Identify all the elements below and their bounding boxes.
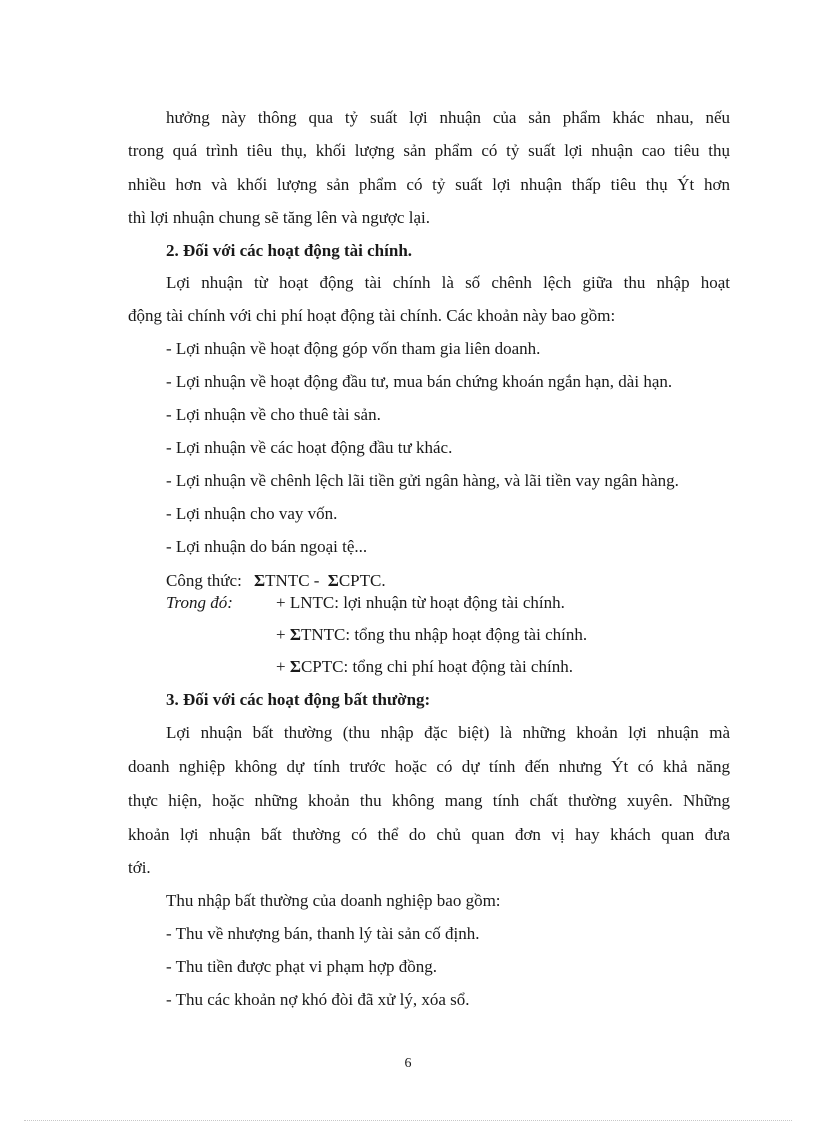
list-item: - Thu về nhượng bán, thanh lý tài sản cố định. bbox=[166, 924, 480, 943]
list-item: - Lợi nhuận về các hoạt động đầu tư khác. bbox=[166, 438, 453, 457]
formula-term: TNTC - bbox=[265, 571, 320, 590]
paragraph-line: trong quá trình tiêu thụ, khối lượng sản phẩm có tỷ suất lợi nhuận cao tiêu thụ bbox=[128, 141, 730, 160]
list-item: - Lợi nhuận do bán ngoại tệ... bbox=[166, 537, 368, 556]
paragraph-line: tới. bbox=[128, 858, 151, 877]
paragraph-line: doanh nghiệp không dự tính trước hoặc có dự tính đến nhưng Ýt có khả năng bbox=[128, 757, 730, 776]
where-prefix: + bbox=[276, 625, 290, 644]
sigma-symbol: Σ bbox=[327, 571, 339, 590]
list-item: - Lợi nhuận về chênh lệch lãi tiền gửi ngân hàng, và lãi tiền vay ngân hàng. bbox=[166, 471, 679, 490]
paragraph-line: hưởng này thông qua tỷ suất lợi nhuận của sản phẩm khác nhau, nếu bbox=[166, 108, 730, 127]
where-text: CPTC: tổng chi phí hoạt động tài chính. bbox=[300, 657, 573, 676]
paragraph-line: thực hiện, hoặc những khoản thu không mang tính chất thường xuyên. Những bbox=[128, 791, 730, 810]
paragraph-line: động tài chính với chi phí hoạt động tài chính. Các khoản này bao gồm: bbox=[128, 306, 616, 325]
where-text: LNTC: lợi nhuận từ hoạt động tài chính. bbox=[289, 593, 565, 612]
list-item: - Lợi nhuận về hoạt động góp vốn tham gia liên doanh. bbox=[166, 339, 541, 358]
list-item: - Thu tiền được phạt vi phạm hợp đồng. bbox=[166, 957, 437, 976]
paragraph-line: Lợi nhuận bất thường (thu nhập đặc biệt) là những khoản lợi nhuận mà bbox=[166, 723, 730, 742]
page-divider bbox=[24, 1120, 792, 1121]
paragraph-line: khoản lợi nhuận bất thường có thể do chủ quan đơn vị hay khách quan đưa bbox=[128, 825, 730, 844]
formula-label: Công thức: bbox=[166, 571, 242, 590]
list-item: - Lợi nhuận về cho thuê tài sản. bbox=[166, 405, 381, 424]
list-item: - Lợi nhuận về hoạt động đầu tư, mua bán chứng khoán ngắn hạn, dài hạn. bbox=[166, 372, 673, 391]
where-label: Trong đó: bbox=[166, 593, 233, 612]
where-prefix: + bbox=[276, 657, 290, 676]
paragraph-line: Lợi nhuận từ hoạt động tài chính là số chênh lệch giữa thu nhập hoạt bbox=[166, 273, 730, 292]
where-prefix: + bbox=[276, 593, 290, 612]
paragraph-line: Thu nhập bất thường của doanh nghiệp bao gồm: bbox=[166, 891, 501, 910]
sigma-symbol: Σ bbox=[289, 657, 301, 676]
section-heading: 3. Đối với các hoạt động bất thường: bbox=[166, 690, 431, 709]
paragraph-line: thì lợi nhuận chung sẽ tăng lên và ngược lại. bbox=[128, 208, 430, 227]
sigma-symbol: Σ bbox=[254, 571, 266, 590]
formula bbox=[166, 570, 386, 592]
where-item bbox=[276, 624, 587, 646]
section-heading: 2. Đối với các hoạt động tài chính. bbox=[166, 241, 413, 260]
formula-term: CPTC. bbox=[338, 571, 386, 590]
where-item bbox=[276, 592, 565, 614]
list-item: - Lợi nhuận cho vay vốn. bbox=[166, 504, 338, 523]
page-number: 6 bbox=[404, 1056, 412, 1071]
where-text: TNTC: tổng thu nhập hoạt động tài chính. bbox=[300, 625, 588, 644]
where-item bbox=[276, 656, 573, 678]
paragraph-line: nhiều hơn và khối lượng sản phẩm có tỷ suất lợi nhuận thấp tiêu thụ Ýt hơn bbox=[128, 175, 730, 194]
list-item: - Thu các khoản nợ khó đòi đã xử lý, xóa sổ. bbox=[166, 990, 470, 1009]
sigma-symbol: Σ bbox=[289, 625, 301, 644]
